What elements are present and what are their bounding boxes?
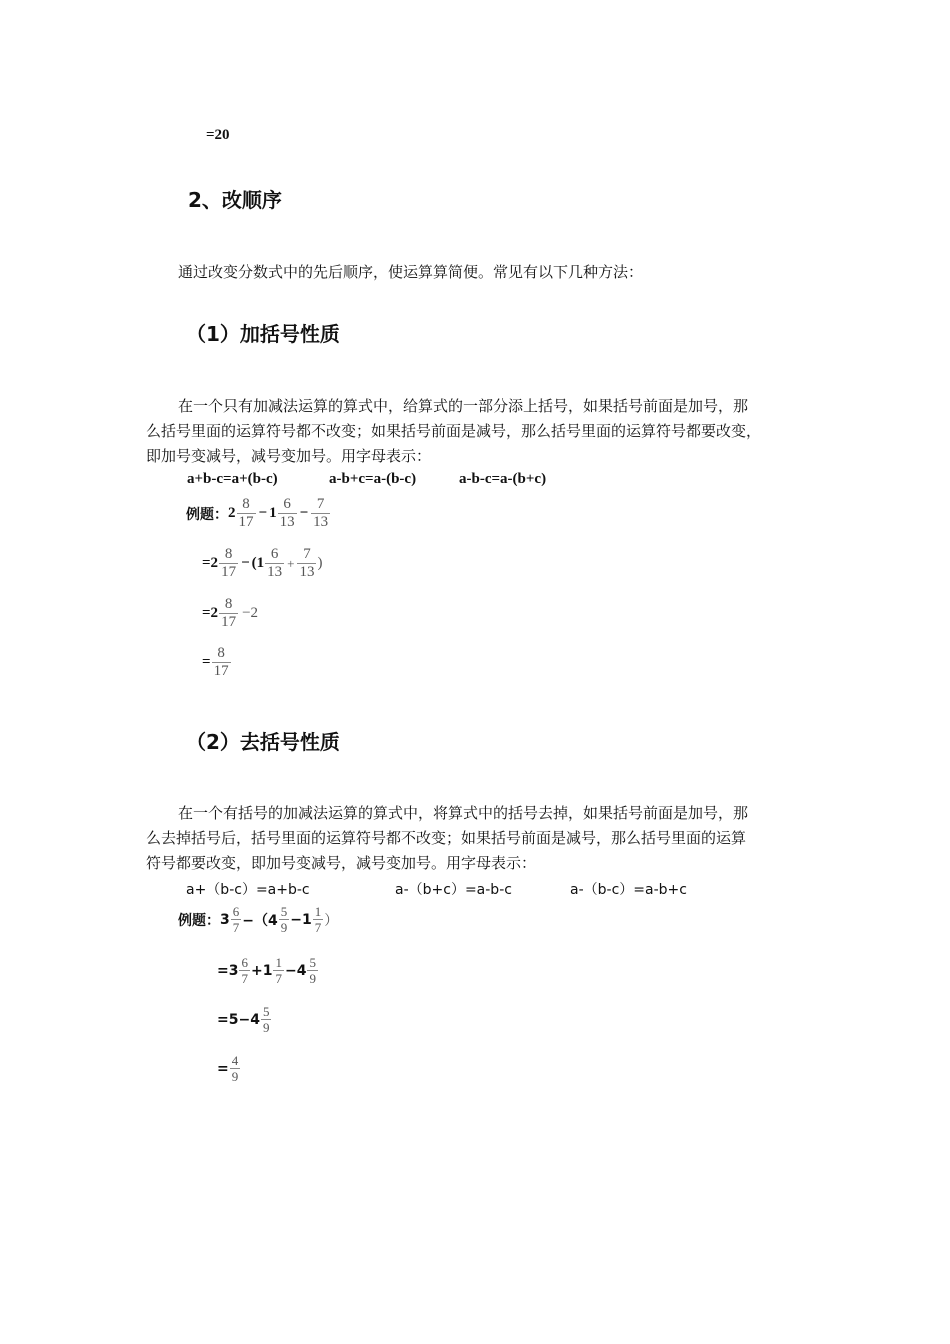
rule-1: a+b-c=a+(b-c) [187, 471, 278, 487]
previous-result: =20 [206, 127, 230, 143]
operator: −1 [290, 911, 312, 928]
tail-term: −2 [242, 605, 259, 621]
close-paren: ) [317, 555, 323, 571]
fraction: $\frac{1}{7}$ [314, 904, 322, 935]
equals-whole: =5−4 [217, 1011, 260, 1028]
fraction: $\frac{5}{9}$ [262, 1004, 270, 1035]
fraction: $\frac{4}{9}$ [231, 1053, 239, 1084]
example-1-line-1 [186, 496, 331, 531]
fraction: $\frac{5}{9}$ [309, 955, 316, 986]
fraction: $\frac{8}{17}$ [213, 645, 229, 679]
whole-number: 1 [269, 505, 277, 521]
paragraph-line: 在一个只有加减法运算的算式中，给算式的一部分添上括号，如果括号前面是加号，那 [178, 397, 749, 415]
operator: +1 [250, 962, 273, 979]
example-1-line-4 [202, 645, 232, 680]
equals-whole: =2 [202, 555, 219, 571]
example-2-line-4 [217, 1053, 241, 1084]
subsection-title-2: （2）去括号性质 [186, 730, 340, 754]
fraction: $\frac{6}{7}$ [232, 904, 240, 935]
equals-sign: = [217, 1060, 229, 1077]
equals-whole: =3 [217, 962, 239, 979]
example-2-line-3 [217, 1004, 272, 1035]
operator: −（4 [242, 912, 278, 929]
rule-6: a-（b-c）=a-b+c [570, 882, 687, 898]
fraction: $\frac{1}{7}$ [275, 955, 282, 986]
open-paren: (1 [251, 555, 265, 571]
fraction: $\frac{7}{13}$ [313, 496, 329, 530]
operator: − [299, 505, 309, 521]
fraction: $\frac{6}{13}$ [267, 546, 283, 580]
rule-5: a-（b+c）=a-b-c [395, 882, 512, 898]
paragraph-line: 么去掉括号后，括号里面的运算符号都不改变；如果括号前面是减号，那么括号里面的运算 [146, 829, 747, 847]
whole-number: 3 [220, 911, 230, 928]
section-intro: 通过改变分数式中的先后顺序，使运算算简便。常见有以下几种方法： [178, 263, 644, 281]
equals-whole: =2 [202, 605, 219, 621]
paragraph-1 [146, 394, 761, 469]
fraction: $\frac{5}{9}$ [280, 904, 288, 935]
example-2-line-1 [178, 904, 338, 935]
paragraph-line: 即加号变减号，减号变加号。用字母表示： [146, 447, 432, 465]
whole-number: 2 [228, 505, 236, 521]
operator: − [258, 505, 268, 521]
example-2-line-2 [217, 955, 319, 986]
paragraph-2 [146, 801, 748, 876]
subsection-title-1: （1）加括号性质 [186, 322, 340, 346]
rule-3: a-b-c=a-(b+c) [459, 471, 547, 487]
paragraph-line: 在一个有括号的加减法运算的算式中，将算式中的括号去掉，如果括号前面是加号，那 [178, 804, 749, 822]
close-paren: ） [324, 912, 339, 929]
fraction: $\frac{8}{17}$ [238, 496, 254, 530]
fraction: $\frac{8}{17}$ [221, 546, 237, 580]
paragraph-line: 么括号里面的运算符号都不改变；如果括号前面是减号，那么括号里面的运算符号都要改变， [146, 422, 762, 440]
paragraph-line: 符号都要改变，即加号变减号，减号变加号。用字母表示： [146, 854, 537, 872]
example-1-line-2 [202, 546, 322, 581]
fraction: $\frac{6}{7}$ [241, 955, 248, 986]
operator: + [287, 555, 295, 571]
fraction: $\frac{8}{17}$ [221, 596, 237, 630]
rule-4: a+（b-c）=a+b-c [186, 882, 310, 898]
operator: −4 [284, 962, 307, 979]
example-label: 例题： [186, 506, 228, 523]
fraction: $\frac{7}{13}$ [299, 546, 315, 580]
fraction: $\frac{6}{13}$ [279, 496, 295, 530]
operator: − [241, 555, 250, 571]
equals-sign: = [202, 654, 211, 670]
rule-2: a-b+c=a-(b-c) [329, 471, 417, 487]
example-1-line-3 [202, 596, 258, 631]
example-label: 例题： [178, 912, 220, 929]
section-title: 2、改顺序 [188, 188, 282, 212]
